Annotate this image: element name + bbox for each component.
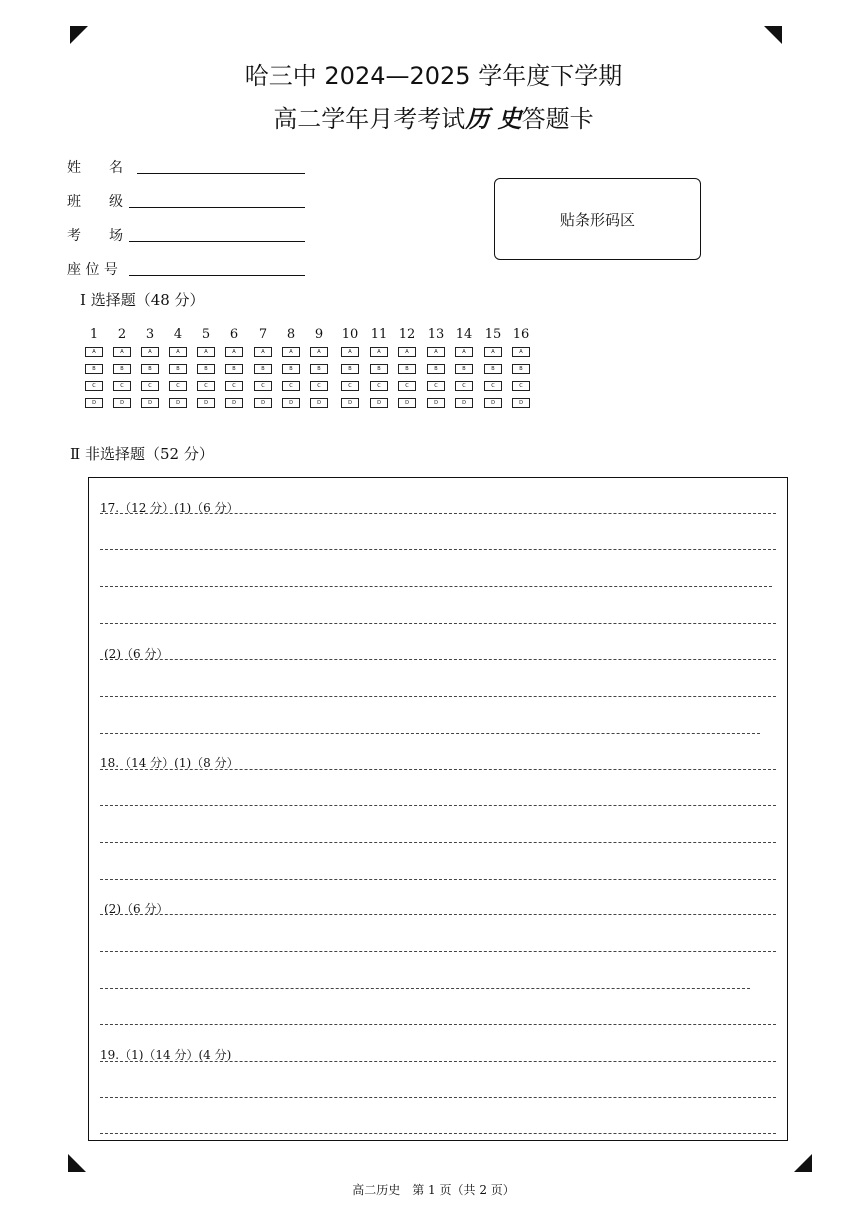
info-label: 考 场 [67,228,123,244]
question-label: (2)（6 分） [104,902,169,916]
choice-number: 5 [201,327,211,342]
choice-question-11 [367,327,391,415]
choice-number: 8 [286,327,296,342]
choice-question-3 [138,327,162,415]
answer-bubble-a[interactable]: A [341,347,359,357]
answer-bubble-d[interactable]: D [254,398,272,408]
choice-number: 3 [145,327,155,342]
answer-bubble-c[interactable]: C [225,381,243,391]
answer-bubble-d[interactable]: D [512,398,530,408]
answer-bubble-a[interactable]: A [197,347,215,357]
answer-bubble-c[interactable]: C [141,381,159,391]
answer-bubble-a[interactable]: A [512,347,530,357]
answer-bubble-c[interactable]: C [197,381,215,391]
answer-bubble-c[interactable]: C [282,381,300,391]
answer-bubble-d[interactable]: D [197,398,215,408]
info-field-name [67,157,129,177]
page-title: 哈三中 2024—2025 学年度下学期 [244,62,623,90]
answer-line[interactable] [100,659,776,660]
answer-bubble-c[interactable]: C [512,381,530,391]
answer-bubble-c[interactable]: C [484,381,502,391]
choice-number: 12 [398,327,416,342]
info-label: 座 位 号 [67,262,118,278]
info-label: 班 级 [67,194,123,210]
choice-question-16 [509,327,533,415]
answer-bubble-a[interactable]: A [455,347,473,357]
answer-bubble-d[interactable]: D [484,398,502,408]
answer-bubble-b[interactable]: B [254,364,272,374]
answer-bubble-b[interactable]: B [141,364,159,374]
answer-bubble-d[interactable]: D [282,398,300,408]
choice-number: 2 [117,327,127,342]
answer-bubble-a[interactable]: A [370,347,388,357]
answer-bubble-b[interactable]: B [225,364,243,374]
answer-bubble-b[interactable]: B [341,364,359,374]
subtitle-prefix: 高二学年月考考试 [273,105,466,133]
alignment-mark-top-right [764,26,782,44]
page-subtitle [0,99,867,134]
answer-bubble-d[interactable]: D [113,398,131,408]
answer-line[interactable] [100,513,776,514]
answer-line[interactable] [100,805,776,806]
answer-line[interactable] [100,623,776,624]
page-footer: 高二历史 第 1 页（共 2 页） [352,1183,515,1197]
choice-number: 11 [370,327,388,342]
info-field-seat [67,259,129,279]
answer-line[interactable] [100,1024,776,1025]
choice-number: 15 [484,327,502,342]
answer-bubble-b[interactable]: B [484,364,502,374]
choice-question-7 [251,327,275,415]
answer-bubble-c[interactable]: C [455,381,473,391]
answer-bubble-a[interactable]: A [282,347,300,357]
answer-bubble-c[interactable]: C [310,381,328,391]
choice-number: 9 [314,327,324,342]
choice-question-4 [166,327,190,415]
answer-bubble-d[interactable]: D [141,398,159,408]
answer-bubble-d[interactable]: D [341,398,359,408]
answer-line[interactable] [100,549,776,550]
choice-question-6 [222,327,246,415]
question-label: 18.（14 分）(1)（8 分） [100,756,239,770]
answer-bubble-d[interactable]: D [310,398,328,408]
answer-line[interactable] [100,988,750,989]
question-label: 17.（12 分）(1)（6 分） [100,501,239,515]
answer-bubble-c[interactable]: C [398,381,416,391]
answer-bubble-a[interactable]: A [310,347,328,357]
choice-number: 6 [229,327,239,342]
answer-bubble-d[interactable]: D [225,398,243,408]
answer-bubble-c[interactable]: C [370,381,388,391]
info-line[interactable] [129,207,305,208]
answer-line[interactable] [100,586,772,587]
choice-question-8 [279,327,303,415]
answer-line[interactable] [100,733,760,734]
choice-question-14 [452,327,476,415]
choice-number: 7 [258,327,268,342]
answer-line[interactable] [100,696,776,697]
answer-bubble-c[interactable]: C [254,381,272,391]
alignment-mark-bottom-right [794,1154,812,1172]
answer-bubble-c[interactable]: C [341,381,359,391]
answer-bubble-a[interactable]: A [85,347,103,357]
answer-bubble-c[interactable]: C [85,381,103,391]
answer-bubble-d[interactable]: D [169,398,187,408]
choice-question-1 [82,327,106,415]
choice-question-15 [481,327,505,415]
answer-bubble-b[interactable]: B [282,364,300,374]
answer-bubble-a[interactable]: A [398,347,416,357]
subject-name: 历 史 [465,104,522,133]
info-line[interactable] [137,173,305,174]
info-line[interactable] [129,275,305,276]
answer-bubble-b[interactable]: B [512,364,530,374]
choice-question-13 [424,327,448,415]
answer-bubble-d[interactable]: D [398,398,416,408]
answer-line[interactable] [100,879,776,880]
choice-number: 4 [173,327,183,342]
answer-bubble-b[interactable]: B [197,364,215,374]
barcode-label: 贴条形码区 [559,210,635,229]
answer-bubble-c[interactable]: C [113,381,131,391]
answer-line[interactable] [100,1133,776,1134]
answer-bubble-b[interactable]: B [455,364,473,374]
alignment-mark-bottom-left [68,1154,86,1172]
choice-number: 14 [455,327,473,342]
answer-bubble-b[interactable]: B [427,364,445,374]
choice-number: 16 [512,327,530,342]
question-label: 19.（1)（14 分）(4 分) [100,1048,232,1062]
info-field-room [67,225,129,245]
answer-line[interactable] [100,1097,776,1098]
answer-bubble-c[interactable]: C [169,381,187,391]
info-line[interactable] [129,241,305,242]
section-choice-title: Ⅰ 选择题（48 分） [80,291,205,309]
info-field-class [67,191,129,211]
answer-bubble-b[interactable]: B [310,364,328,374]
section-open-title: Ⅱ 非选择题（52 分） [70,445,214,463]
answer-bubble-b[interactable]: B [169,364,187,374]
answer-line[interactable] [100,1061,776,1062]
answer-bubble-b[interactable]: B [370,364,388,374]
choice-question-2 [110,327,134,415]
answer-bubble-a[interactable]: A [141,347,159,357]
answer-bubble-b[interactable]: B [85,364,103,374]
answer-bubble-a[interactable]: A [225,347,243,357]
answer-line[interactable] [100,951,776,952]
answer-bubble-a[interactable]: A [113,347,131,357]
info-label: 姓 名 [67,160,123,176]
answer-bubble-d[interactable]: D [85,398,103,408]
answer-bubble-b[interactable]: B [398,364,416,374]
choice-question-10 [338,327,362,415]
barcode-area [494,178,701,260]
answer-bubble-d[interactable]: D [455,398,473,408]
answer-bubble-a[interactable]: A [169,347,187,357]
answer-bubble-a[interactable]: A [254,347,272,357]
choice-number: 13 [427,327,445,342]
answer-bubble-a[interactable]: A [427,347,445,357]
subtitle-suffix: 答题卡 [521,105,594,133]
choice-question-9 [307,327,331,415]
choice-question-12 [395,327,419,415]
answer-line[interactable] [100,842,776,843]
answer-bubble-d[interactable]: D [370,398,388,408]
choice-number: 1 [89,327,99,342]
choice-number: 10 [341,327,359,342]
alignment-mark-top-left [70,26,88,44]
choice-question-5 [194,327,218,415]
answer-line[interactable] [100,914,776,915]
answer-line[interactable] [100,769,776,770]
answer-bubble-a[interactable]: A [484,347,502,357]
question-label: (2)（6 分） [104,647,169,661]
answer-box [88,477,788,1141]
answer-bubble-b[interactable]: B [113,364,131,374]
answer-bubble-c[interactable]: C [427,381,445,391]
answer-bubble-d[interactable]: D [427,398,445,408]
